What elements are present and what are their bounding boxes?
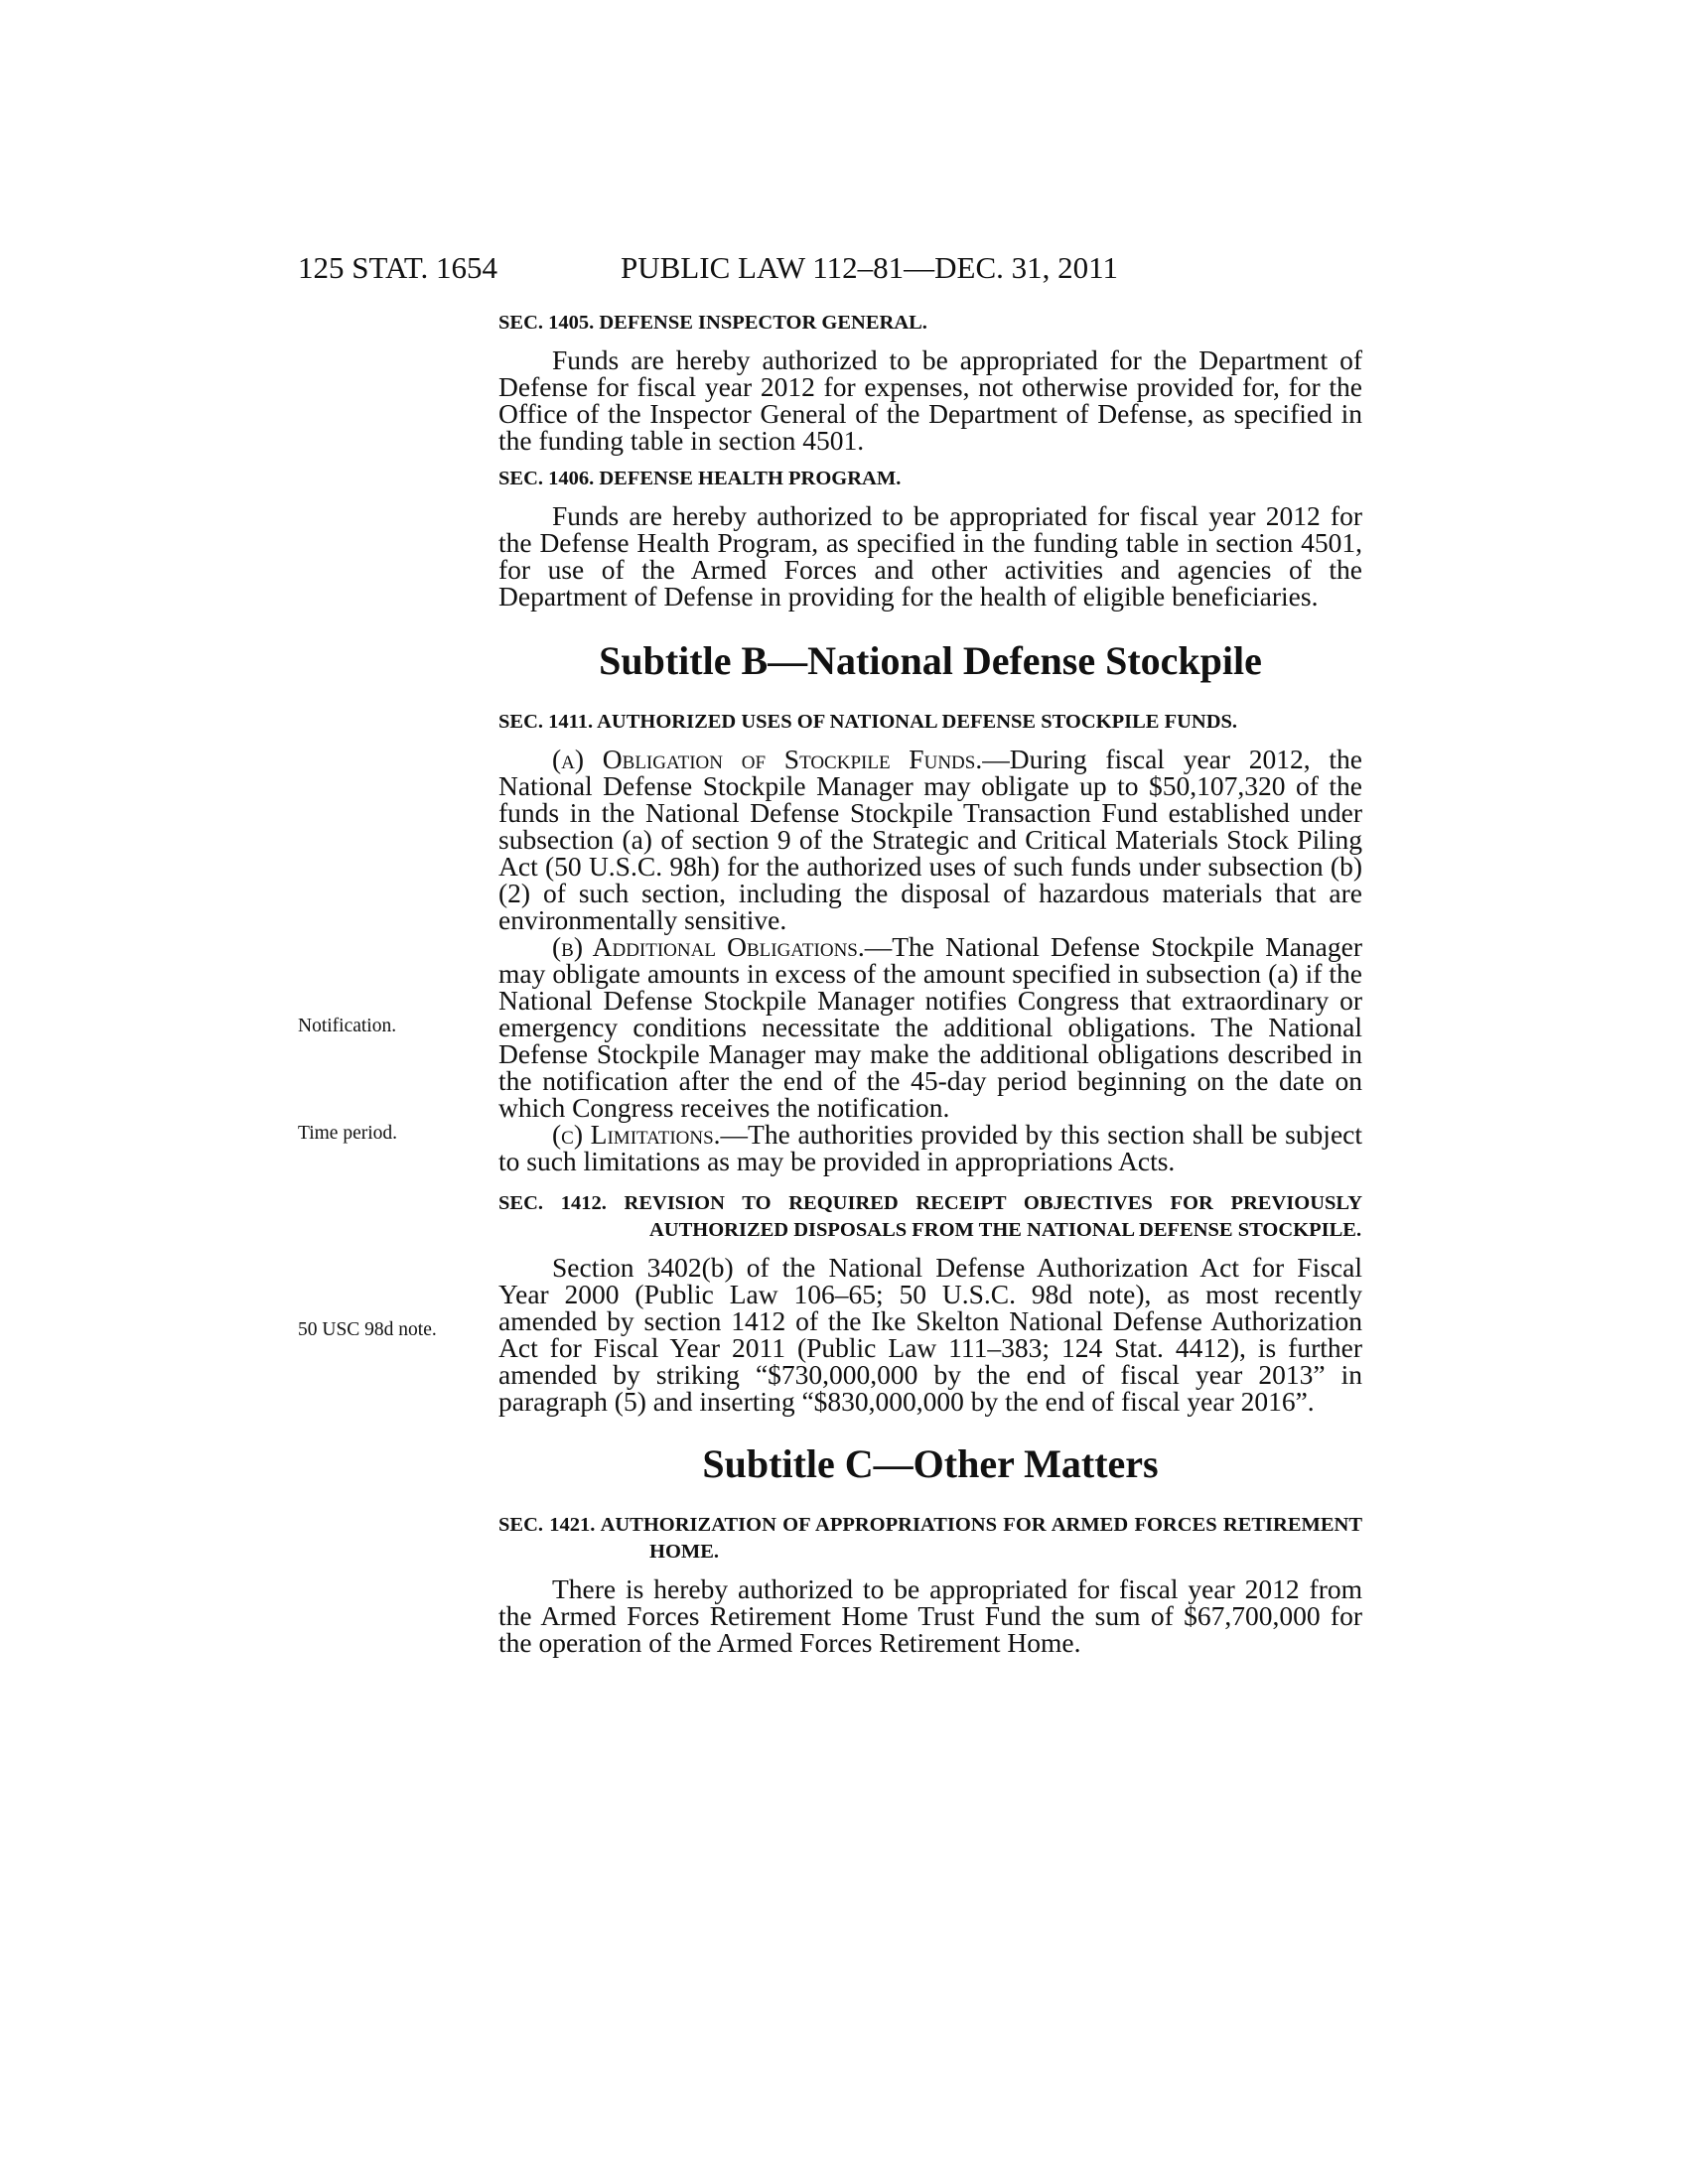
document-body xyxy=(498,310,1362,1656)
sec-1411-a-label: (a) Obligation of Stockpile Funds. xyxy=(552,744,983,774)
sec-1421-text: There is hereby authorized to be appropriated for fiscal year 2012 from the Armed Forces Retirement Home Trust Fund the sum of $67,700,000 for the operation of the Armed Forces Retirement Home. xyxy=(498,1573,1362,1658)
sec-1412-text: Section 3402(b) of the National Defense Authorization Act for Fiscal Year 2000 (Public Law 106–65; 50 U.S.C. 98d note), as most recently amended by section 1412 of the Ike Skelton National Defense Authorization Act for Fiscal Year 2011 (Public Law 111–383; 124 Stat. 4412), is further amended by striking “$730,000,000 by the end of fiscal year 2013” in paragraph (5) and inserting “$830,000,000 by the end of fiscal year 2016”. xyxy=(498,1252,1362,1417)
sec-1406-heading: SEC. 1406. DEFENSE HEALTH PROGRAM. xyxy=(498,468,902,489)
margin-note-time-period: Time period. xyxy=(298,1123,398,1144)
sec-1411-b-text: —The National Defense Stockpile Manager may obligate amounts in excess of the amount specified in subsection (a) if the National Defense Stockpile Manager notifies Congress that extraordinary or emergency conditions necessitate the additional obligations. The National Defense Stockpile Manager may make the additional obligations described in the notification after the end of the 45-day period beginning on the date on which Congress receives the notification. xyxy=(498,931,1362,1123)
subtitle-c: Subtitle C—Other Matters xyxy=(702,1441,1159,1486)
stat-citation: 125 STAT. 1654 xyxy=(298,250,498,285)
margin-note-usc: 50 USC 98d note. xyxy=(298,1319,437,1340)
sec-1421-heading: SEC. 1421. AUTHORIZATION OF APPROPRIATIONS FOR ARMED FORCES RETIREMENT HOME. xyxy=(498,1514,1362,1563)
margin-note-notification: Notification. xyxy=(298,1016,397,1036)
sec-1411-heading: SEC. 1411. AUTHORIZED USES OF NATIONAL DEFENSE STOCKPILE FUNDS. xyxy=(498,711,1238,733)
sec-1411-c-label: (c) Limitations. xyxy=(552,1119,721,1150)
subtitle-b: Subtitle B—National Defense Stockpile xyxy=(599,638,1262,683)
sec-1406-text: Funds are hereby authorized to be appropriated for fiscal year 2012 for the Defense Health Program, as specified in the funding table in section 4501, for use of the Armed Forces and other activities and agencies of the Department of Defense in providing for the health of eligible beneficiaries. xyxy=(498,500,1362,612)
sec-1411-c xyxy=(498,1121,1362,1174)
sec-1412-heading: SEC. 1412. REVISION TO REQUIRED RECEIPT OBJECTIVES FOR PREVIOUSLY AUTHORIZED DISPOSALS FROM THE NATIONAL DEFENSE STOCKPILE. xyxy=(498,1192,1362,1241)
sec-1405-heading: SEC. 1405. DEFENSE INSPECTOR GENERAL. xyxy=(498,312,927,334)
sec-1411-a xyxy=(498,746,1362,933)
sec-1411-b-label: (b) Additional Obligations. xyxy=(552,931,865,962)
sec-1405-text: Funds are hereby authorized to be appropriated for the Department of Defense for fiscal year 2012 for expenses, not otherwise provided for, for the Office of the Inspector General of the Department of Defense, as specified in the funding table in section 4501. xyxy=(498,344,1362,456)
page-header xyxy=(298,248,1291,288)
running-head: PUBLIC LAW 112–81—DEC. 31, 2011 xyxy=(621,250,1118,285)
sec-1411-b xyxy=(498,933,1362,1121)
sec-1411-c-text: —The authorities provided by this section shall be subject to such limitations as may be provided in appropriations Acts. xyxy=(498,1119,1362,1176)
sec-1411-a-text: —During fiscal year 2012, the National Defense Stockpile Manager may obligate up to $50,107,320 of the funds in the National Defense Stockpile Transaction Fund established under subsection (a) of section 9 of the Strategic and Critical Materials Stock Piling Act (50 U.S.C. 98h) for the authorized uses of such funds under subsection (b)(2) of such section, including the disposal of hazardous materials that are environmentally sensitive. xyxy=(498,744,1362,935)
